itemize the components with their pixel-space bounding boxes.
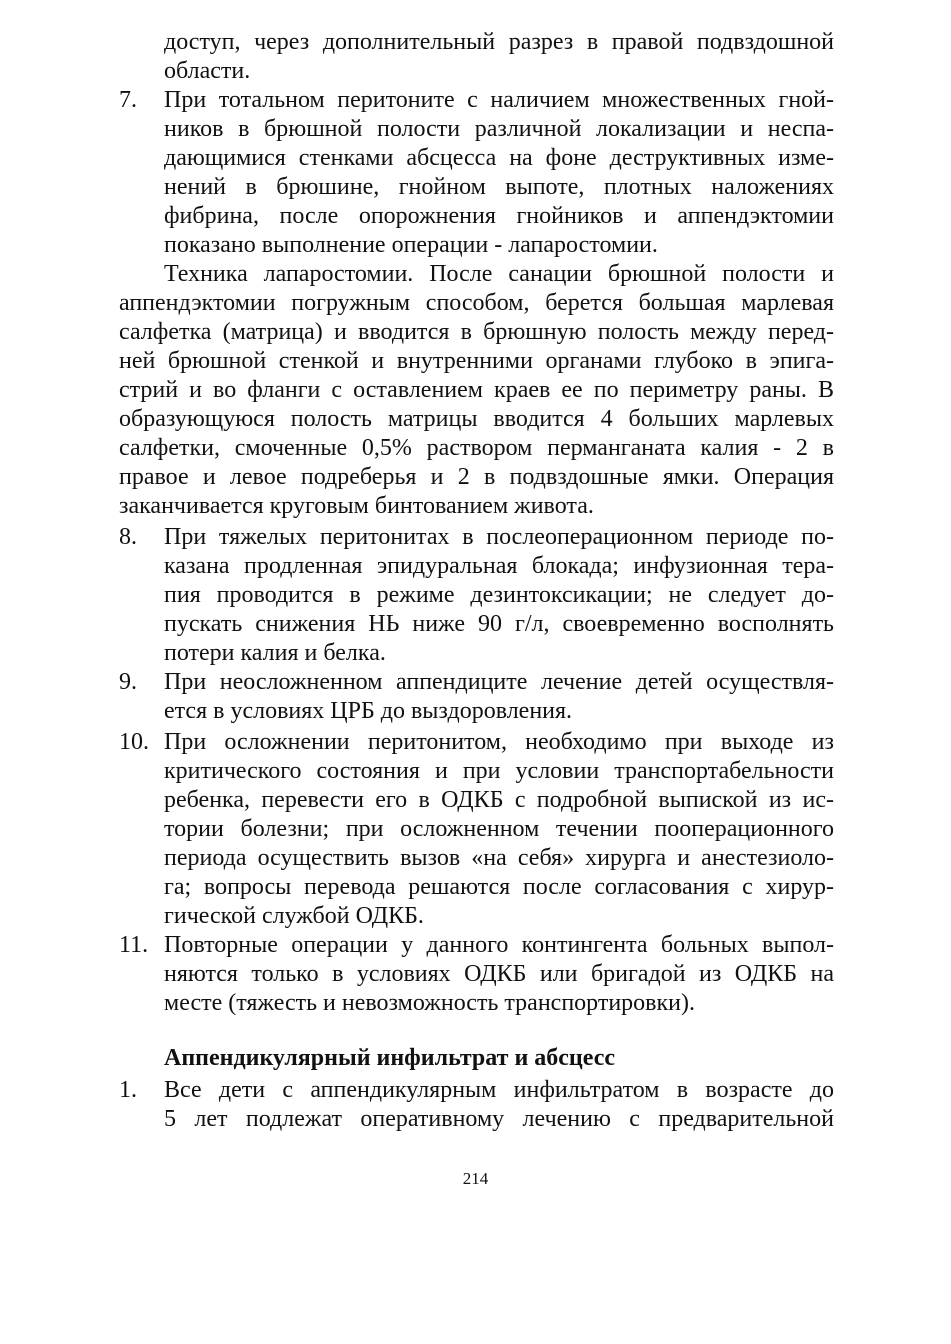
text-line: пия проводится в режиме дезинтоксикации; не следует до-: [164, 582, 834, 608]
text-line: няются только в условиях ОДКБ или бригадой из ОДКБ на: [164, 961, 834, 987]
text-line: салфетка (матрица) и вводится в брюшную полость между перед-: [119, 319, 834, 345]
text-line: ется в условиях ЦРБ до выздоровления.: [164, 698, 573, 724]
text-line: аппендэктомии погружным способом, берется большая марлевая: [119, 290, 834, 316]
text-line: показано выполнение операции - лапаростомии.: [164, 232, 658, 258]
text-line: салфетки, смоченные 0,5% раствором перманганата калия - 2 в: [119, 435, 834, 461]
text-line: образующуюся полость матрицы вводится 4 больших марлевых: [119, 406, 834, 432]
text-line: фибрина, после опорожнения гнойников и аппендэктомии: [164, 203, 834, 229]
text-line: При неосложненном аппендиците лечение детей осуществля-: [164, 669, 834, 695]
text-line: периода осуществить вызов «на себя» хирурга и анестезиоло-: [164, 845, 834, 871]
text-line: критического состояния и при условии транспортабельности: [164, 758, 834, 784]
text-line: заканчивается круговым бинтованием живота.: [119, 493, 594, 519]
text-line: области.: [164, 58, 251, 84]
text-line: га; вопросы перевода решаются после согласования с хирур-: [164, 874, 834, 900]
text-line: При осложнении перитонитом, необходимо при выходе из: [164, 729, 834, 755]
text-line: гической службой ОДКБ.: [164, 903, 424, 929]
text-line: При тотальном перитоните с наличием множественных гной-: [164, 87, 834, 113]
list-item-number: 10.: [119, 729, 149, 755]
text-line: тории болезни; при осложненном течении пооперационного: [164, 816, 834, 842]
text-line: дающимися стенками абсцесса на фоне деструктивных изме-: [164, 145, 834, 171]
text-line: ней брюшной стенкой и внутренними органами глубоко в эпига-: [119, 348, 834, 374]
text-line: Все дети с аппендикулярным инфильтратом в возрасте до: [164, 1077, 834, 1103]
text-line: ников в брюшной полости различной локализации и неспа-: [164, 116, 834, 142]
text-line: 5 лет подлежат оперативному лечению с предварительной: [164, 1106, 834, 1132]
paragraph-first-line: Техника лапаростомии. После санации брюшной полости и: [164, 261, 834, 287]
text-line: ребенка, перевести его в ОДКБ с подробной выпиской из ис-: [164, 787, 834, 813]
list-item-number: 1.: [119, 1077, 137, 1103]
text-line: При тяжелых перитонитах в послеоперационном периоде по-: [164, 524, 834, 550]
page-number: 214: [462, 1169, 489, 1188]
text-line: правое и левое подреберья и 2 в подвздошные ямки. Операция: [119, 464, 834, 490]
text-line: месте (тяжесть и невозможность транспортировки).: [164, 990, 695, 1016]
text-line: стрий и во фланги с оставлением краев ее по периметру раны. В: [119, 377, 834, 403]
text-line: потери калия и белка.: [164, 640, 386, 666]
list-item-number: 9.: [119, 669, 137, 695]
text-line: нений в брюшине, гнойном выпоте, плотных наложениях: [164, 174, 834, 200]
section-heading: Аппендикулярный инфильтрат и абсцесс: [164, 1045, 616, 1071]
text-line: казана продленная эпидуральная блокада; инфузионная тера-: [164, 553, 834, 579]
text-line: доступ, через дополнительный разрез в правой подвздошной: [164, 29, 834, 55]
list-item-number: 11.: [119, 932, 149, 958]
text-line: Повторные операции у данного контингента больных выпол-: [164, 932, 834, 958]
text-line: пускать снижения НЬ ниже 90 г/л, своевременно восполнять: [164, 611, 834, 637]
list-item-number: 8.: [119, 524, 137, 550]
list-item-number: 7.: [119, 87, 137, 113]
